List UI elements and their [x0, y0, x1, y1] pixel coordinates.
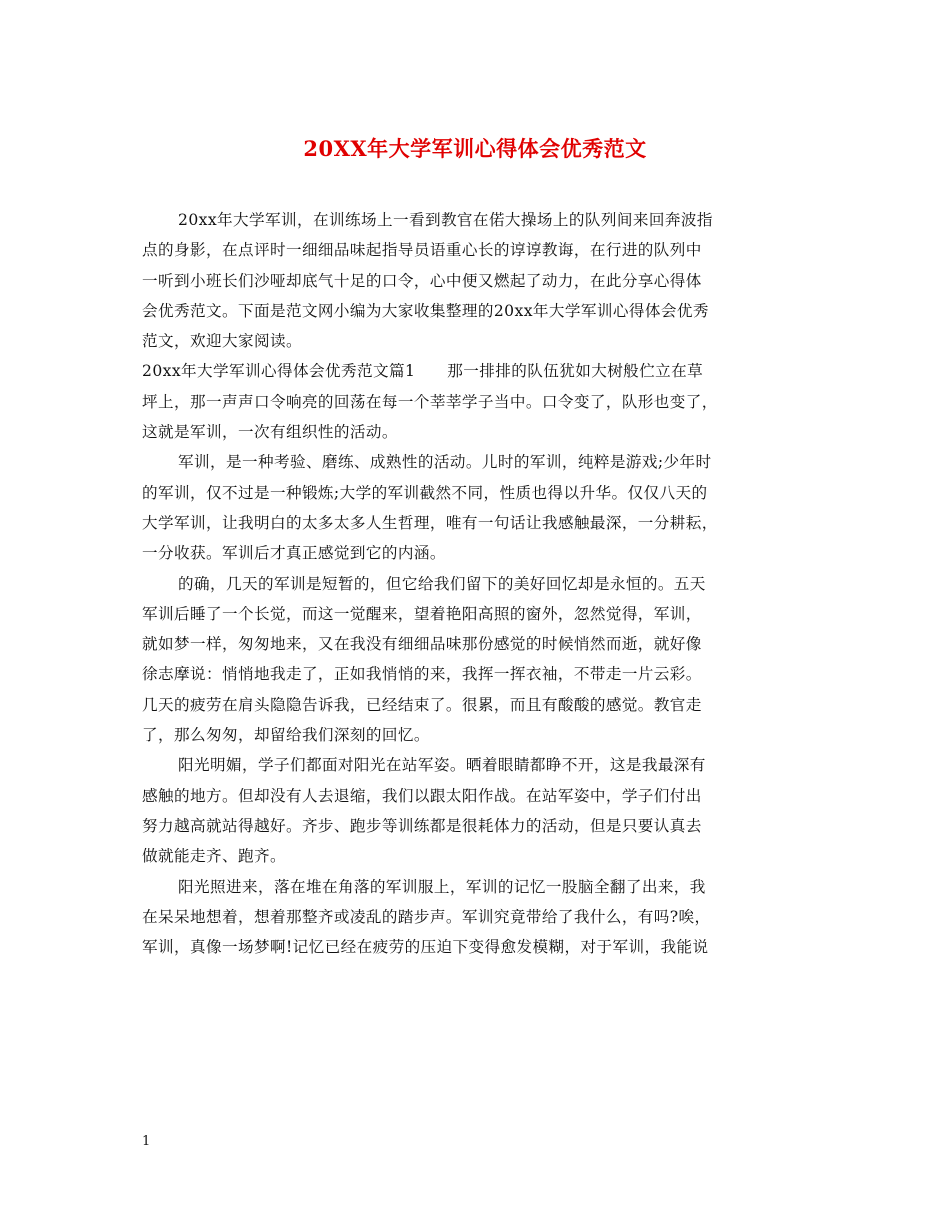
text-line: 范文，欢迎大家阅读。 — [142, 332, 302, 351]
text-line: 就如梦一样，匆匆地来，又在我没有细细品味那份感觉的时候悄然而逝，就好像 — [142, 635, 702, 654]
text-line: 几天的疲劳在肩头隐隐告诉我，已经结束了。很累，而且有酸酸的感觉。教官走 — [142, 695, 702, 714]
text-line: 军训，真像一场梦啊!记忆已经在疲劳的压迫下变得愈发模糊，对于军训，我能说 — [142, 938, 709, 957]
text-line: 20xx年大学军训，在训练场上一看到教官在偌大操场上的队列间来回奔波指 — [178, 211, 713, 229]
text-line: 一分收获。军训后才真正感觉到它的内涵。 — [142, 544, 446, 563]
text-line: 坪上，那一声声口令响亮的回荡在每一个莘莘学子当中。口令变了，队形也变了， — [142, 392, 718, 411]
section-heading-line: 20xx年大学军训心得体会优秀范文篇1 那一排排的队伍犹如大树般伫立在草 — [142, 362, 704, 381]
page-number: 1 — [142, 1134, 151, 1149]
text-line: 这就是军训，一次有组织性的活动。 — [142, 423, 398, 442]
text-line: 阳光照进来，落在堆在角落的军训服上，军训的记忆一股脑全翻了出来，我 — [178, 877, 706, 896]
text-line: 的军训，仅不过是一种锻炼;大学的军训截然不同，性质也得以升华。仅仅八天的 — [142, 483, 708, 502]
text-line: 努力越高就站得越好。齐步、跑步等训练都是很耗体力的活动，但是只要认真去 — [142, 816, 702, 835]
document-title: 20XX年大学军训心得体会优秀范文 — [303, 136, 647, 161]
text-line: 一听到小班长们沙哑却底气十足的口令，心中便又燃起了动力，在此分享心得体 — [142, 271, 702, 290]
text-line: 点的身影，在点评时一细细品味起指导员语重心长的谆谆教诲，在行进的队列中 — [142, 241, 702, 260]
text-line: 做就能走齐、跑齐。 — [142, 847, 286, 866]
text-line: 了，那么匆匆，却留给我们深刻的回忆。 — [142, 726, 430, 745]
text-line: 的确，几天的军训是短暂的，但它给我们留下的美好回忆却是永恒的。五天 — [178, 574, 706, 593]
text-line: 徐志摩说：悄悄地我走了，正如我悄悄的来，我挥一挥衣袖，不带走一片云彩。 — [142, 665, 702, 684]
text-line: 感触的地方。但却没有人去退缩，我们以跟太阳作战。在站军姿中，学子们付出 — [142, 786, 702, 805]
text-line: 军训，是一种考验、磨练、成熟性的活动。儿时的军训，纯粹是游戏;少年时 — [178, 453, 712, 472]
text-line: 大学军训，让我明白的太多太多人生哲理，唯有一句话让我感触最深，一分耕耘， — [142, 513, 718, 532]
text-line: 在呆呆地想着，想着那整齐或凌乱的踏步声。军训究竟带给了我什么，有吗?唉， — [142, 907, 711, 926]
text-line: 会优秀范文。下面是范文网小编为大家收集整理的20xx年大学军训心得体会优秀 — [142, 301, 709, 320]
text-line: 军训后睡了一个长觉，而这一觉醒来，望着艳阳高照的窗外，忽然觉得，军训， — [142, 604, 702, 623]
text-line: 阳光明媚，学子们都面对阳光在站军姿。晒着眼睛都睁不开，这是我最深有 — [178, 756, 706, 775]
document-body — [142, 205, 822, 962]
